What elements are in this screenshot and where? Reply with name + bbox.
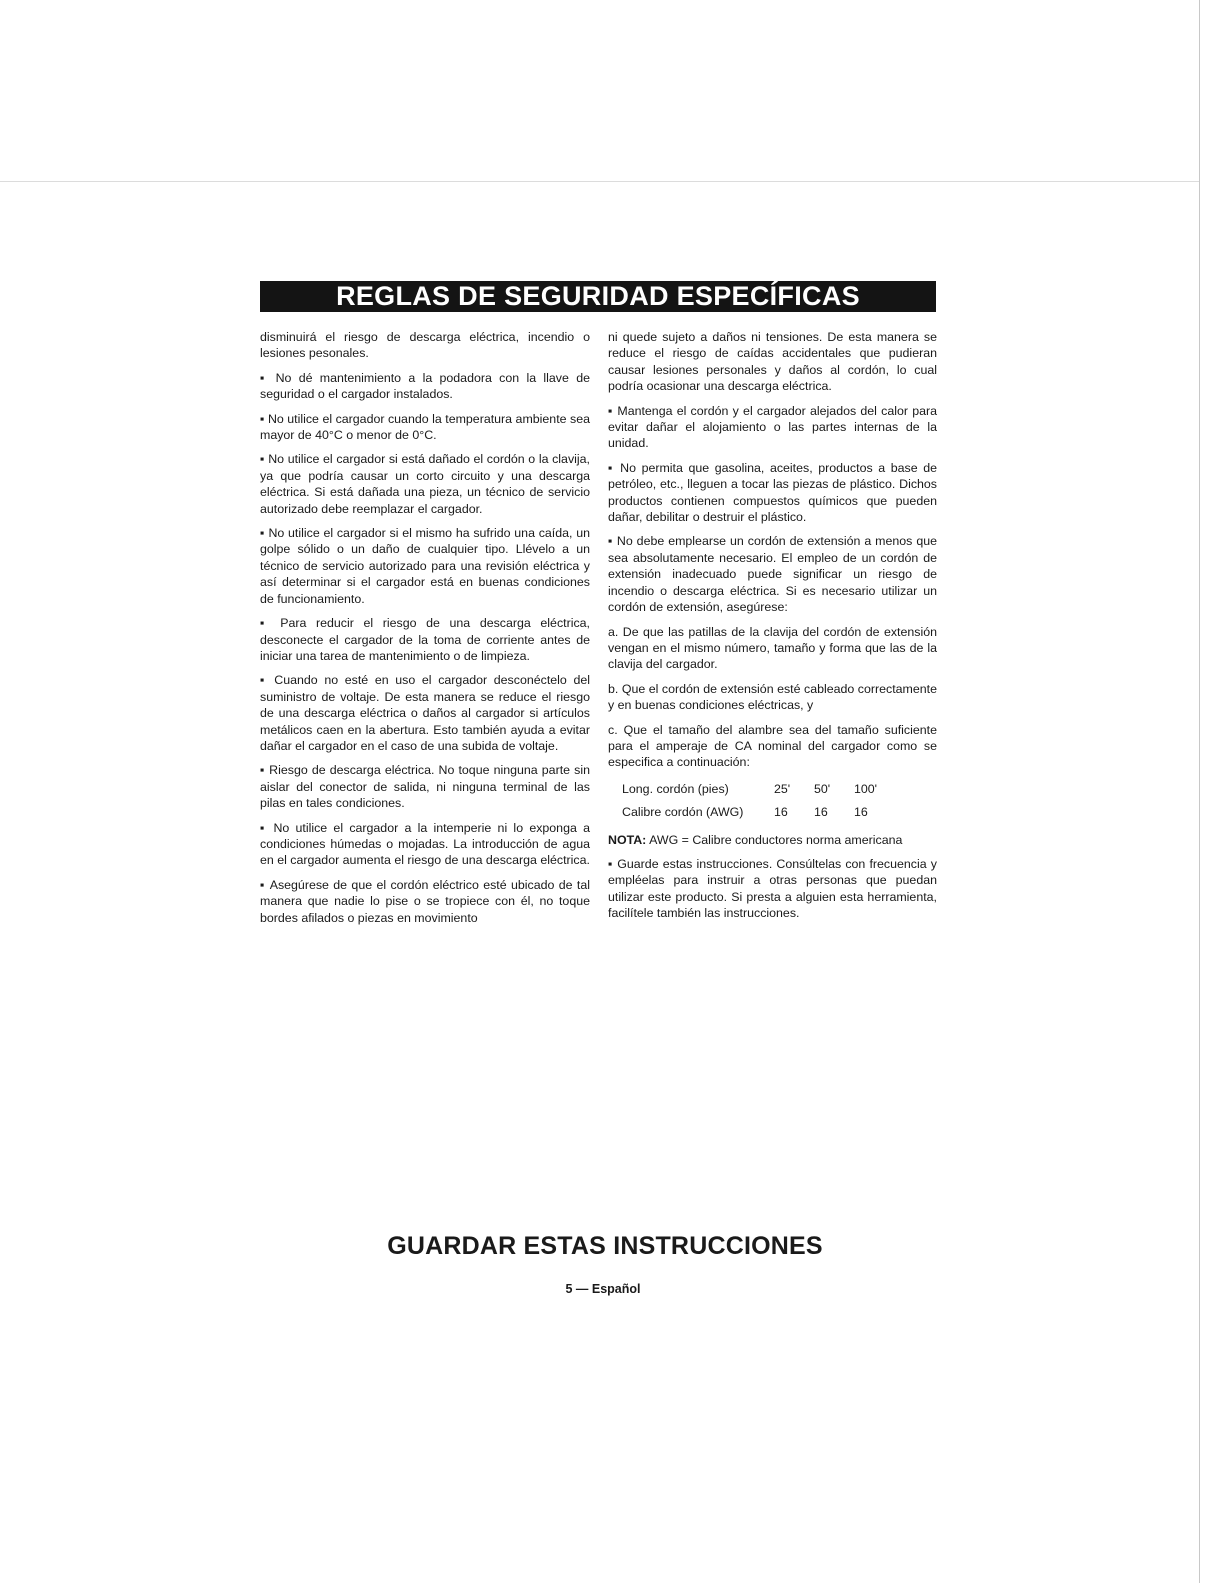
bullet-paragraph: ▪ No dé mantenimiento a la podadora con la llave de seguridad o el cargador instalados.	[260, 370, 590, 403]
note-text: AWG = Calibre conductores norma americana	[646, 832, 903, 847]
table-cell: 100'	[854, 781, 878, 796]
note-paragraph	[608, 832, 937, 848]
note-label: NOTA:	[608, 832, 647, 847]
right-paragraphs-bottom	[608, 856, 937, 922]
table-cell: 25'	[774, 781, 791, 796]
table-cell: 50'	[814, 781, 831, 796]
paragraph: a. De que las patillas de la clavija del cordón de extensión vengan en el mismo número, tamaño y forma que las de la clavija del cargador.	[608, 624, 937, 672]
table-row	[622, 802, 894, 825]
bullet-paragraph: ▪ Cuando no esté en uso el cargador desconéctelo del suministro de voltaje. De esta manera se reduce el riesgo de una descarga eléctrica o daños al cargador si artículos metálicos caen en la abertura. Esto también ayuda a evitar dañar el cargador en el caso de una subida de voltaje.	[260, 672, 590, 754]
page-edge	[1199, 0, 1200, 1583]
bullet-paragraph: ▪ No permita que gasolina, aceites, productos a base de petróleo, etc., lleguen a tocar las piezas de plástico. Dichos productos contienen compuestos químicos que pueden dañar, debilitar o destruir el plástico.	[608, 460, 937, 526]
left-column	[260, 329, 590, 934]
bullet-paragraph: ▪ Asegúrese de que el cordón eléctrico esté ubicado de tal manera que nadie lo pise o se tropiece con él, no toque bordes afilados o piezas en movimiento	[260, 877, 590, 926]
extension-cord-table	[622, 779, 894, 826]
table-row	[622, 779, 894, 802]
table-cell: 16	[814, 805, 828, 820]
table-cell: 16	[774, 805, 788, 820]
table-cell: 16	[854, 805, 868, 820]
bullet-paragraph: ▪ No utilice el cargador si está dañado el cordón o la clavija, ya que podría causar un corto circuito y una descarga eléctrica. Si está dañada una pieza, un técnico de servicio autorizado debe reemplazar el cargador.	[260, 451, 590, 517]
page-number: 5 — Español	[565, 1282, 641, 1296]
bullet-paragraph: ▪ Mantenga el cordón y el cargador alejados del calor para evitar dañar el alojamiento o las partes internas de la unidad.	[608, 403, 937, 452]
paragraph: disminuirá el riesgo de descarga eléctrica, incendio o lesiones pesonales.	[260, 330, 590, 361]
scan-edge-line	[0, 181, 1199, 182]
bullet-paragraph: ▪ No utilice el cargador si el mismo ha sufrido una caída, un golpe sólido o un daño de cualquier tipo. Llévelo a un técnico de servicio autorizado para una revisión eléctrica y así determinar si el cargador está en buenas condiciones de funcionamiento.	[260, 525, 590, 607]
bullet-paragraph: ▪ Guarde estas instrucciones. Consúltelas con frecuencia y empléelas para instruir a otras personas que puedan utilizar este producto. Si presta a alguien esta herramienta, facilítele también las instrucciones.	[608, 856, 937, 922]
bullet-paragraph: ▪ No utilice el cargador cuando la temperatura ambiente sea mayor de 40°C o menor de 0°C.	[260, 411, 590, 444]
table-row-label: Long. cordón (pies)	[622, 781, 729, 796]
footer-title: GUARDAR ESTAS INSTRUCCIONES	[387, 1232, 823, 1260]
paragraph: b. Que el cordón de extensión esté cableado correctamente y en buenas condiciones eléctricas, y	[608, 681, 937, 713]
paragraph: c. Que el tamaño del alambre sea del tamaño suficiente para el amperaje de CA nominal del cargador como se especifica a continuación:	[608, 722, 937, 770]
paragraph: ni quede sujeto a daños ni tensiones. De esta manera se reduce el riesgo de caídas accidentales que pudieran causar lesiones personales y daños al cordón, lo cual podría ocasionar una descarga eléctrica.	[608, 330, 937, 394]
bullet-paragraph: ▪ No utilice el cargador a la intemperie ni lo exponga a condiciones húmedas o mojadas. La introducción de agua en el cargador aumenta el riesgo de una descarga eléctrica.	[260, 820, 590, 869]
right-paragraphs-top	[608, 329, 937, 771]
right-column	[608, 329, 937, 930]
bullet-paragraph: ▪ Para reducir el riesgo de una descarga eléctrica, desconecte el cargador de la toma de corriente antes de iniciar una tarea de mantenimiento o de limpieza.	[260, 615, 590, 664]
table-row-label: Calibre cordón (AWG)	[622, 805, 744, 820]
section-banner: REGLAS DE SEGURIDAD ESPECÍFICAS	[260, 281, 936, 312]
bullet-paragraph: ▪ Riesgo de descarga eléctrica. No toque ninguna parte sin aislar del conector de salida, ni ninguna terminal de las pilas en tales condiciones.	[260, 762, 590, 811]
bullet-paragraph: ▪ No debe emplearse un cordón de extensión a menos que sea absolutamente necesario. El empleo de un cordón de extensión inadecuado puede significar un riesgo de incendio o descarga eléctrica. Si es necesario utilizar un cordón de extensión, asegúrese:	[608, 533, 937, 615]
